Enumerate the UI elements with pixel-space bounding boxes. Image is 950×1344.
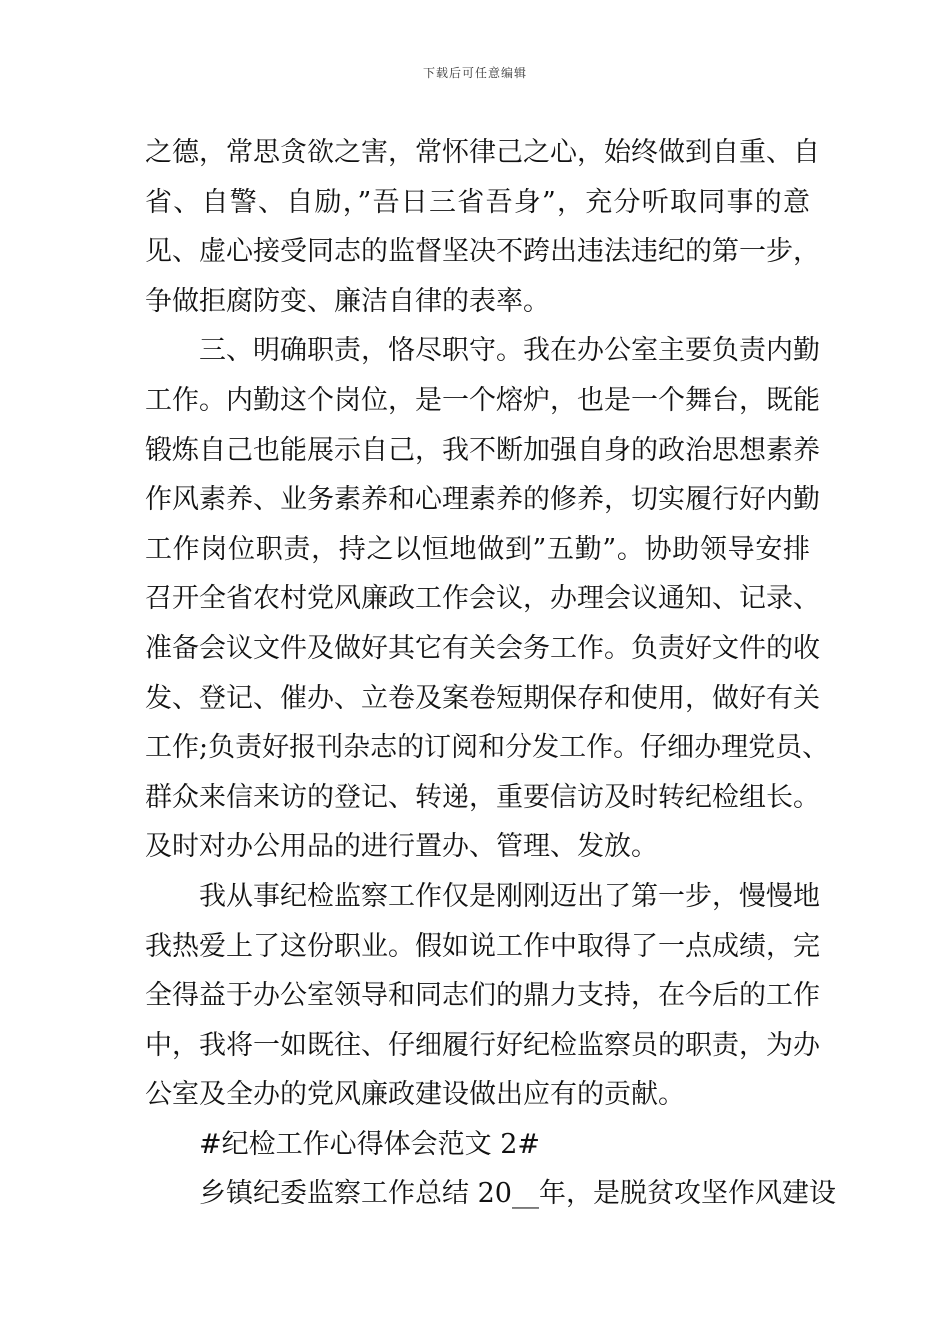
page-header: 下载后可任意编辑 <box>422 66 527 80</box>
text-line: 召开全省农村党风廉政工作会议，办理会议通知、记录、 <box>145 583 820 615</box>
text-line: 之德，常思贪欲之害，常怀律己之心，始终做到自重、自 <box>145 137 820 168</box>
text-line: 省、自警、自励，”吾日三省吾身”，充分听取同事的意 <box>145 186 810 218</box>
text-line: 全得益于办公室领导和同志们的鼎力支持，在今后的工作 <box>145 980 820 1012</box>
text-line: 三、明确职责，恪尽职守。我在办公室主要负责内勤 <box>199 335 820 367</box>
paragraph <box>145 128 820 326</box>
text-line: 群众来信来访的登记、转递，重要信访及时转纪检组长。 <box>145 781 820 813</box>
text-line: 工作岗位职责，持之以恒地做到”五勤”。协助领导安排 <box>145 533 810 565</box>
text-line: 发、登记、催办、立卷及案卷短期保存和使用，做好有关 <box>145 682 820 714</box>
text-line: 见、虚心接受同志的监督坚决不跨出违法违纪的第一步， <box>145 236 820 268</box>
text-line: 我热爱上了这份职业。假如说工作中取得了一点成绩，完 <box>145 930 820 962</box>
text-line: 作风素养、业务素养和心理素养的修养，切实履行好内勤 <box>145 484 820 516</box>
text-line: 中，我将一如既往、仔细履行好纪检监察员的职责，为办 <box>145 1029 820 1061</box>
text-line: 工作。内勤这个岗位，是一个熔炉，也是一个舞台，既能 <box>145 384 820 416</box>
section-heading <box>145 1120 810 1170</box>
paragraph <box>145 326 830 872</box>
text-line: 准备会议文件及做好其它有关会务工作。负责好文件的收 <box>145 632 820 664</box>
text-line: 争做拒腐防变、廉洁自律的表率。 <box>145 285 550 317</box>
text-line: 锻炼自己也能展示自己，我不断加强自身的政治思想素养 <box>145 434 820 466</box>
heading-line: #纪检工作心得体会范文 2# <box>199 1128 541 1160</box>
text-line: 我从事纪检监察工作仅是刚刚迈出了第一步，慢慢地 <box>199 880 820 912</box>
text-line: 乡镇纪委监察工作总结 20__年，是脱贫攻坚作风建设 <box>199 1178 836 1210</box>
text-line: 公室及全办的党风廉政建设做出应有的贡献。 <box>145 1079 685 1111</box>
paragraph <box>145 1169 836 1219</box>
document-body <box>145 128 836 1219</box>
paragraph <box>145 872 820 1120</box>
text-line: 工作;负责好报刊杂志的订阅和分发工作。仔细办理党员、 <box>145 732 830 764</box>
text-line: 及时对办公用品的进行置办、管理、发放。 <box>145 831 658 863</box>
